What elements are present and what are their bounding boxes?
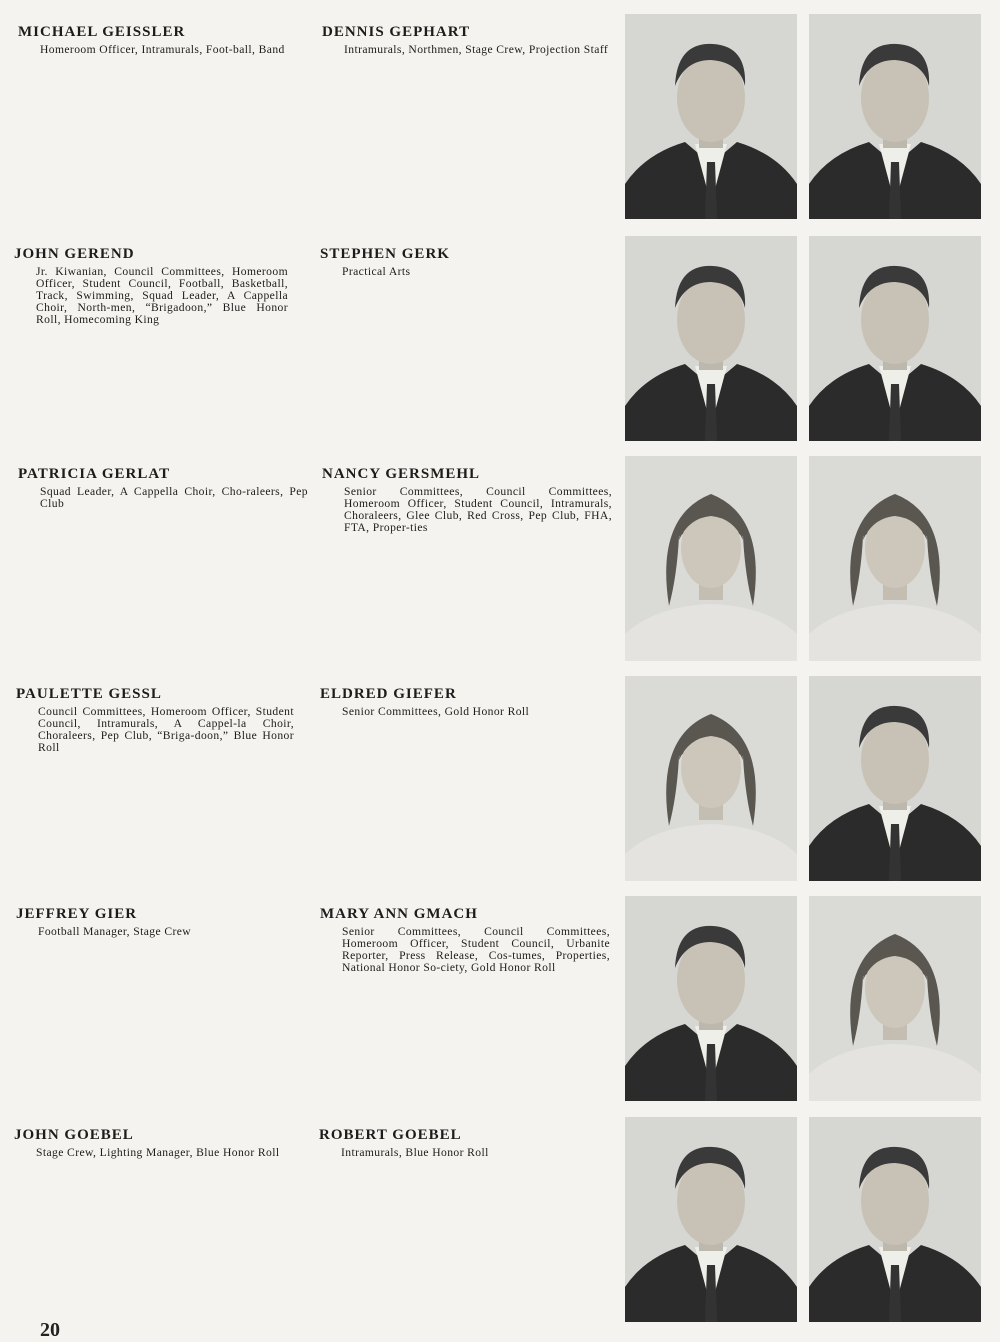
student-name: PATRICIA GERLAT — [18, 466, 171, 482]
student-name: DENNIS GEPHART — [322, 24, 471, 40]
student-row — [0, 14, 1000, 219]
student-portrait — [625, 456, 797, 661]
student-portrait — [809, 236, 981, 441]
student-activities: Homeroom Officer, Intramurals, Foot-ball, Band — [40, 43, 285, 56]
student-entry — [319, 1127, 609, 1159]
student-activities: Intramurals, Northmen, Stage Crew, Projection Staff — [344, 43, 609, 56]
student-name: ELDRED GIEFER — [320, 686, 457, 702]
student-portrait — [809, 14, 981, 219]
student-portrait — [625, 896, 797, 1101]
student-activities: Senior Committees, Council Committees, Homeroom Officer, Student Council, Urbanite Reporter, Press Release, Cos-tumes, Properties, National Honor So-ciety, Gold Honor Roll — [342, 925, 610, 974]
student-entry — [14, 1127, 304, 1159]
student-entry — [16, 906, 306, 938]
student-name: JEFFREY GIER — [16, 906, 138, 922]
student-name: PAULETTE GESSL — [16, 686, 162, 702]
student-portrait — [625, 14, 797, 219]
student-row — [0, 676, 1000, 881]
student-entry — [18, 466, 308, 510]
student-activities: Stage Crew, Lighting Manager, Blue Honor Roll — [36, 1146, 280, 1159]
student-name: MARY ANN GMACH — [320, 906, 478, 922]
student-entry — [320, 246, 610, 278]
student-activities: Senior Committees, Council Committees, Homeroom Officer, Student Council, Intramurals, Choraleers, Glee Club, Red Cross, Pep Club, FHA, FTA, Proper-ties — [344, 485, 612, 534]
student-portrait — [625, 676, 797, 881]
student-portrait — [625, 236, 797, 441]
student-portrait — [809, 456, 981, 661]
student-portrait — [809, 676, 981, 881]
student-portrait — [809, 896, 981, 1101]
student-entry — [14, 246, 304, 326]
student-activities: Squad Leader, A Cappella Choir, Cho-raleers, Pep Club — [40, 485, 308, 510]
student-entry — [320, 686, 610, 718]
student-name: JOHN GOEBEL — [14, 1127, 134, 1143]
student-row — [0, 456, 1000, 661]
student-name: ROBERT GOEBEL — [319, 1127, 462, 1143]
student-entry — [322, 466, 612, 534]
student-name: JOHN GEREND — [14, 246, 135, 262]
student-activities: Intramurals, Blue Honor Roll — [341, 1146, 489, 1159]
student-entry — [16, 686, 306, 754]
page-number: 20 — [40, 1319, 60, 1341]
student-activities: Football Manager, Stage Crew — [38, 925, 192, 938]
student-row — [0, 896, 1000, 1101]
student-entry — [18, 24, 308, 56]
student-activities: Senior Committees, Gold Honor Roll — [342, 705, 530, 718]
student-row — [0, 1117, 1000, 1322]
student-activities: Practical Arts — [342, 265, 411, 278]
student-name: STEPHEN GERK — [320, 246, 450, 262]
student-activities: Council Committees, Homeroom Officer, Student Council, Intramurals, A Cappel-la Choir, Choraleers, Pep Club, “Briga-doon,” Blue Honor Roll — [38, 705, 294, 754]
student-activities: Jr. Kiwanian, Council Committees, Homeroom Officer, Student Council, Football, Basketball, Track, Swimming, Squad Leader, A Cappella Choir, North-men, “Brigadoon,” Blue Honor Roll, Homecoming King — [36, 265, 288, 326]
student-row — [0, 236, 1000, 441]
student-entry — [320, 906, 610, 974]
student-name: NANCY GERSMEHL — [322, 466, 481, 482]
student-portrait — [625, 1117, 797, 1322]
student-portrait — [809, 1117, 981, 1322]
student-entry — [322, 24, 612, 56]
student-name: MICHAEL GEISSLER — [18, 24, 186, 40]
